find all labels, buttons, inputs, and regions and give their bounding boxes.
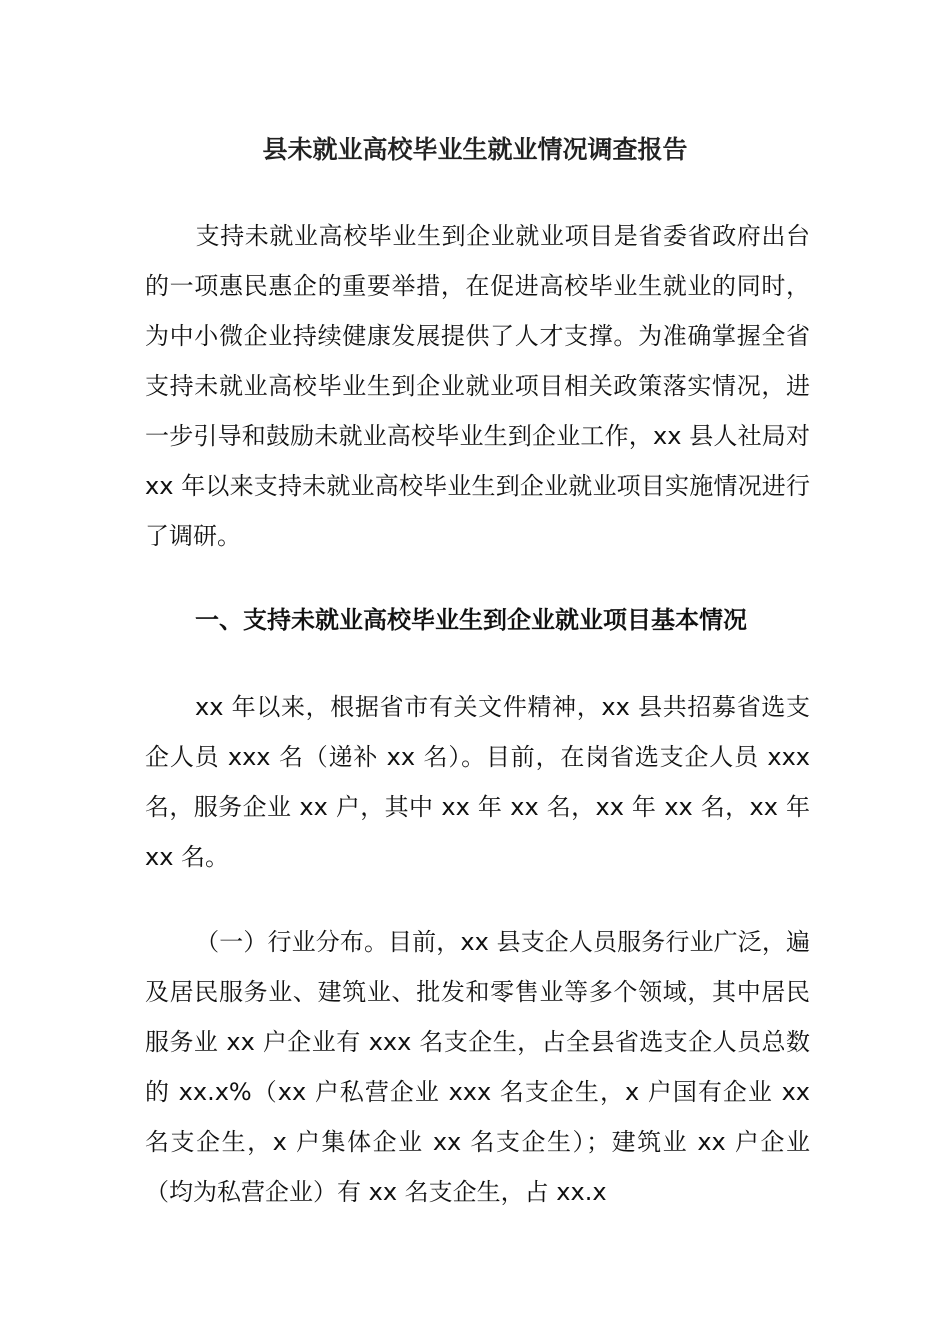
paragraph-basic-info <box>145 682 810 882</box>
paragraph-intro <box>145 211 810 561</box>
paragraph-industry-distribution-text: （一）行业分布。目前，xx 县支企人员服务行业广泛，遍及居民服务业、建筑业、批发和零售业等多个领域，其中居民服务业 xx 户企业有 xxx 名支企生，占全县省选支企人员总数的 xx.x%（xx 户私营企业 xxx 名支企生，x 户国有企业 xx 名支企生，x 户集体企业 xx 名支企生）；建筑业 xx 户企业（均为私营企业）有 xx 名支企生，占 xx.x <box>145 928 810 1206</box>
document-title: 县未就业高校毕业生就业情况调查报告 <box>262 135 688 164</box>
section-heading-1: 一、支持未就业高校毕业生到企业就业项目基本情况 <box>195 606 747 634</box>
paragraph-basic-info-text: xx 年以来，根据省市有关文件精神，xx 县共招募省选支企人员 xxx 名（递补 xx 名）。目前，在岗省选支企人员 xxx 名，服务企业 xx 户，其中 xx 年 xx 名，xx 年 xx 名，xx 年 xx 名。 <box>145 693 810 871</box>
paragraph-intro-text: 支持未就业高校毕业生到企业就业项目是省委省政府出台的一项惠民惠企的重要举措，在促进高校毕业生就业的同时，为中小微企业持续健康发展提供了人才支撑。为准确掌握全省支持未就业高校毕业生到企业就业项目相关政策落实情况，进一步引导和鼓励未就业高校毕业生到企业工作，xx 县人社局对 xx 年以来支持未就业高校毕业生到企业就业项目实施情况进行了调研。 <box>145 222 810 550</box>
paragraph-industry-distribution <box>145 917 810 1217</box>
